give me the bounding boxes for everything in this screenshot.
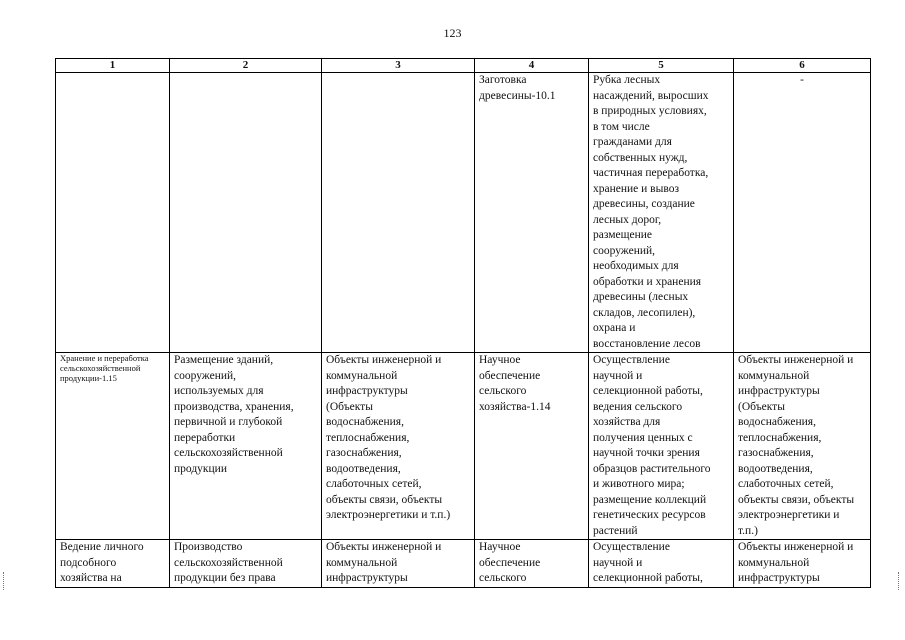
cell-text: Ведение личного подсобного хозяйства на <box>60 541 144 584</box>
page-number: 123 <box>443 26 462 40</box>
table-row <box>56 353 871 540</box>
column-header: 3 <box>322 59 475 73</box>
table-row <box>56 540 871 588</box>
table-cell <box>734 73 871 353</box>
cell-text: Научное обеспечение сельского хозяйства-1.14 <box>479 354 551 413</box>
cell-text: Размещение зданий, сооружений, используемых для производства, хранения, первичной и глубокой переработки сельскохозяйственной продукции <box>174 354 294 475</box>
land-use-table <box>55 58 871 588</box>
cell-text: Производство сельскохозяйственной продукции без права <box>174 541 283 584</box>
table-cell <box>589 353 734 540</box>
table-cell <box>475 353 589 540</box>
table-cell <box>322 540 475 588</box>
table-cell <box>56 353 170 540</box>
cell-text: Объекты инженерной и коммунальной инфраструктуры <box>326 541 442 584</box>
column-header: 5 <box>589 59 734 73</box>
table-cell <box>322 353 475 540</box>
table-cell <box>56 73 170 353</box>
table-cell <box>734 353 871 540</box>
table-cell <box>475 73 589 353</box>
cell-text: Объекты инженерной и коммунальной инфраструктуры (Объекты водоснабжения, теплоснабжения, газоснабжения, водоотведения, слаботочных сетей, объекты связи, объекты электроэнергетики и т.п.) <box>738 354 855 537</box>
column-header: 1 <box>56 59 170 73</box>
table-cell <box>475 540 589 588</box>
cell-text: Рубка лесных насаждений, выросших в природных условиях, в том числе гражданами для собственных нужд, частичная переработка, хранение и вывоз древесины, создание лесных дорог, размещение сооружений, необходимых для обработки и хранения древесины (лесных складов, лесопилен), охрана и восстановление лесов <box>593 74 709 350</box>
column-header: 2 <box>170 59 322 73</box>
table-row <box>56 73 871 353</box>
cell-text: Осуществление научной и селекционной работы, ведения сельского хозяйства для получения ценных с научной точки зрения образцов растительного и животного мира; размещение коллекций генетических ресурсов растений <box>593 354 711 537</box>
cell-text: Объекты инженерной и коммунальной инфраструктуры <box>738 541 854 584</box>
cell-text: Осуществление научной и селекционной работы, <box>593 541 703 584</box>
table-cell <box>734 540 871 588</box>
table-cell <box>170 73 322 353</box>
table-cell <box>56 540 170 588</box>
scan-edge-mark <box>898 572 905 590</box>
table-cell <box>589 73 734 353</box>
cell-text: Заготовка древесины-10.1 <box>479 74 556 102</box>
header-row <box>56 59 871 73</box>
table-cell <box>170 540 322 588</box>
scan-edge-mark <box>3 572 10 590</box>
column-header: 6 <box>734 59 871 73</box>
cell-text: Хранение и переработка сельскохозяйственной продукции-1.15 <box>60 353 149 383</box>
table-cell <box>589 540 734 588</box>
cell-text: - <box>800 74 804 86</box>
table-cell <box>322 73 475 353</box>
cell-text: Научное обеспечение сельского <box>479 541 541 584</box>
column-header: 4 <box>475 59 589 73</box>
cell-text: Объекты инженерной и коммунальной инфраструктуры (Объекты водоснабжения, теплоснабжения, газоснабжения, водоотведения, слаботочных сетей, объекты связи, объекты электроэнергетики и т.п.) <box>326 354 451 521</box>
table-cell <box>170 353 322 540</box>
